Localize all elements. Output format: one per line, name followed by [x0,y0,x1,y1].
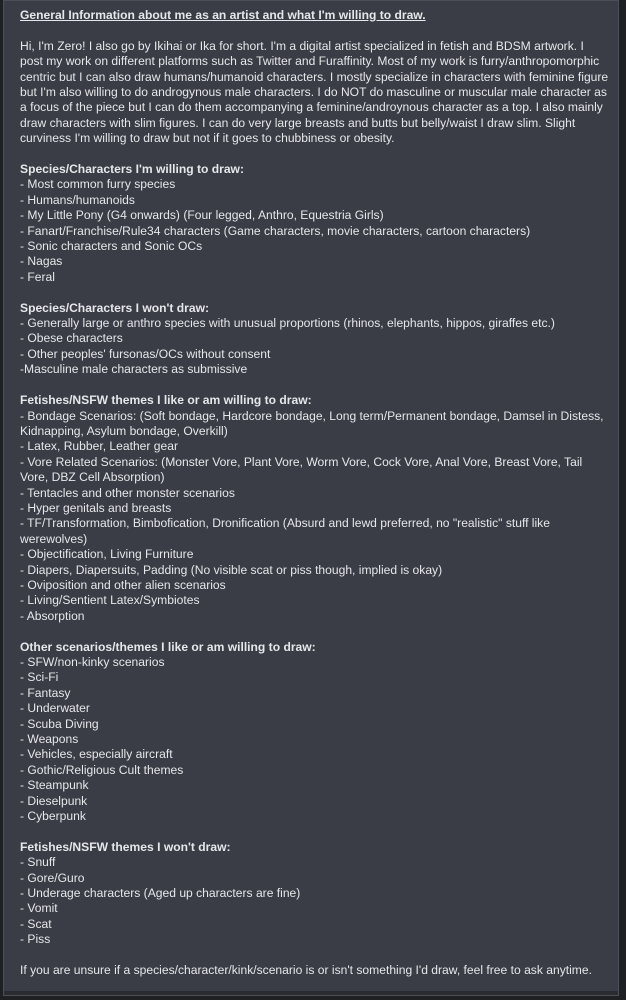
list-item: - Underwater [20,701,90,716]
list-item: - Sci-Fi [20,670,59,685]
sections-container [20,162,610,948]
section [20,301,610,378]
section-heading: Fetishes/NSFW themes I like or am willing to draw: [20,393,312,408]
section [20,162,610,285]
list-item: - Scat [20,916,52,931]
list-item: - Most common furry species [20,177,176,192]
list-item: - Vore Related Scenarios: (Monster Vore, Plant Vore, Worm Vore, Cock Vore, Anal Vore, Breast Vore, Tail Vore, DBZ Cell Absorption) [20,454,583,485]
list-item: - Generally large or anthro species with unusual proportions (rhinos, elephants, hippos, giraffes etc.) [20,316,555,331]
list-item: - SFW/non-kinky scenarios [20,654,165,669]
panel-bottom-edge [4,991,618,995]
section-heading: Fetishes/NSFW themes I won't draw: [20,839,231,854]
list-item: - Nagas [20,254,63,269]
intro-paragraph: Hi, I'm Zero! I also go by Ikihai or Ika for short. I'm a digital artist specialized in fetish and BDSM artwork. I post my work on different platforms such as Twitter and Furaffinity. Most of my work is furry/anthropomorphic centric but I can also draw humans/humanoid characters. I mostly specialize in characters with feminine figure but I'm also willing to do androgynous male characters. I do NOT do masculine or muscular male character as a focus of the piece but I can do them accompanying a feminine/androynous character as a top. I also mainly draw characters with slim figures. I can do very large breasts and butts but belly/waist I draw slim. Slight curviness I'm willing to draw but not if it goes to chubbiness or obesity. [20,38,609,146]
list-item: -Masculine male characters as submissive [20,362,248,377]
list-item: - My Little Pony (G4 onwards) (Four legged, Anthro, Equestria Girls) [20,208,384,223]
list-item: - Steampunk [20,778,89,793]
section [20,640,610,825]
list-item: - Fantasy [20,685,71,700]
list-item: - Objectification, Living Furniture [20,547,194,562]
list-item: - Humans/humanoids [20,192,135,207]
section [20,840,610,948]
list-item: - Oviposition and other alien scenarios [20,577,226,592]
section-heading: Species/Characters I'm willing to draw: [20,162,244,177]
section-heading: Other scenarios/themes I like or am willing to draw: [20,639,316,654]
list-item: - Weapons [20,732,79,747]
document-title: General Information about me as an artist and what I'm willing to draw. [20,8,426,22]
list-item: - Vehicles, especially aircraft [20,747,173,762]
list-item: - Feral [20,269,55,284]
list-item: - Gothic/Religious Cult themes [20,762,184,777]
list-item: - Absorption [20,608,85,623]
text-panel [3,0,619,996]
list-item: - Obese characters [20,331,123,346]
list-item: - TF/Transformation, Bimbofication, Dronification (Absurd and lewd preferred, no "realistic" stuff like werewolves) [20,516,550,546]
list-item: - Snuff [20,855,56,870]
list-item: - Scuba Diving [20,716,99,731]
list-item: - Latex, Rubber, Leather gear [20,439,178,454]
list-item: - Fanart/Franchise/Rule34 characters (Game characters, movie characters, cartoon characters) [20,223,531,238]
list-item: - Diapers, Diapersuits, Padding (No visible scat or piss though, implied is okay) [20,562,443,577]
list-item: - Dieselpunk [20,793,88,808]
list-item: - Cyberpunk [20,809,86,824]
list-item: - Underage characters (Aged up characters are fine) [20,886,301,901]
list-item: - Other peoples' fursonas/OCs without consent [20,346,271,361]
list-item: - Piss [20,932,51,947]
footer-note: If you are unsure if a species/character/kink/scenario is or isn't something I'd draw, feel free to ask anytime. [20,963,592,978]
list-item: - Bondage Scenarios: (Soft bondage, Hardcore bondage, Long term/Permanent bondage, Damsel in Distess, Kidnapping, Asylum bondage, Overkill) [20,408,604,438]
document-content [20,8,610,978]
section-heading: Species/Characters I won't draw: [20,300,210,315]
list-item: - Vomit [20,901,58,916]
list-item: - Living/Sentient Latex/Symbiotes [20,593,200,608]
section [20,393,610,624]
list-item: - Gore/Guro [20,870,85,885]
list-item: - Tentacles and other monster scenarios [20,485,235,500]
list-item: - Hyper genitals and breasts [20,500,172,515]
list-item: - Sonic characters and Sonic OCs [20,239,203,254]
